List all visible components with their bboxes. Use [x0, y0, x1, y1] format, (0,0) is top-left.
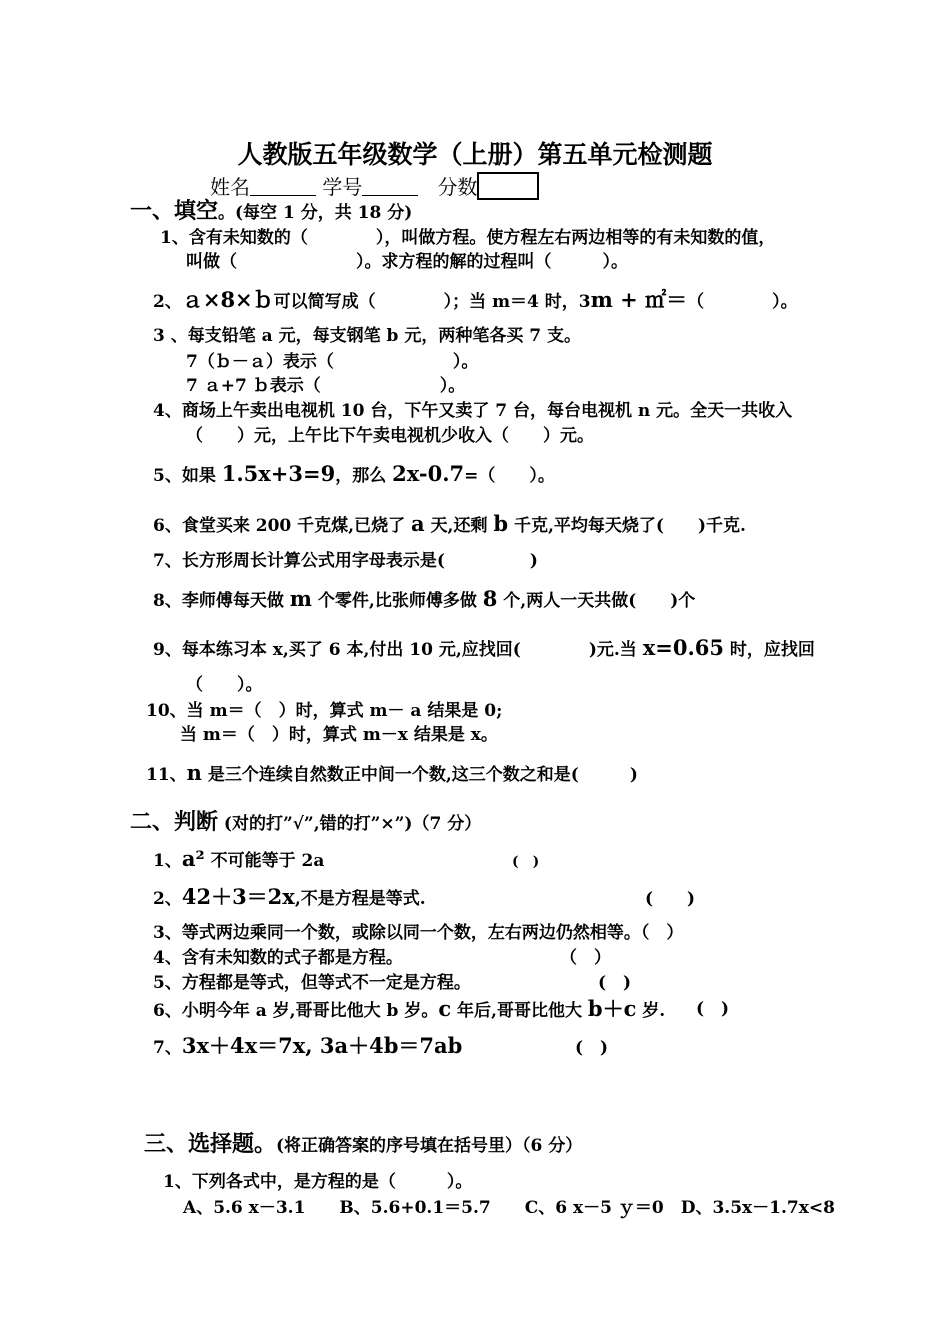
question: 1、下列各式中，是方程的是（ ）。: [163, 1172, 473, 1192]
section-2-note: (对的打”√”,错的打”×”)（7 分）: [218, 814, 482, 834]
question: 7 ａ+7 ｂ表示（ ）。: [186, 376, 466, 396]
answer-bracket[interactable]: ( ): [598, 973, 632, 993]
question: （ ）元，上午比下午卖电视机少收入（ ）元。: [186, 426, 594, 446]
answer-bracket[interactable]: ( ): [575, 1038, 609, 1058]
question: 1、a² 不可能等于 2a: [153, 846, 325, 871]
answer-bracket[interactable]: ( ): [696, 999, 730, 1019]
question: 5、如果 1.5x+3=9，那么 2x-0.7=（ ）。: [153, 461, 555, 486]
question: 当 m＝（ ）时，算式 m－x 结果是 x。: [180, 725, 498, 745]
student-info-row: [210, 172, 539, 200]
section-3-heading: [144, 1133, 582, 1157]
question: 7（ｂ－ａ）表示（ ）。: [186, 352, 479, 372]
question: 2、42＋3＝2x,不是方程是等式.: [153, 884, 426, 909]
answer-options: A、5.6 x－3.1 B、5.6+0.1＝5.7 C、6 x－5 ｙ＝0 D、3.5x－1.7x<8: [183, 1198, 835, 1218]
question: 6、小明今年 a 岁,哥哥比他大 b 岁。c 年后,哥哥比他大 b＋c 岁.: [153, 996, 666, 1021]
section-3-note: (将正确答案的序号填在括号里）（6 分）: [276, 1136, 583, 1156]
question: 叫做（ ）。求方程的解的过程叫（ ）。: [186, 252, 628, 272]
question: 5、方程都是等式，但等式不一定是方程。: [153, 973, 471, 993]
score-label: 分数: [437, 175, 478, 199]
section-2-title: 二、判断: [130, 809, 219, 835]
question: 3 、每支铅笔 a 元，每支钢笔 b 元，两种笔各买 7 支。: [153, 326, 581, 346]
answer-bracket[interactable]: ( ): [645, 889, 696, 909]
section-1-title: 一、填空: [130, 198, 219, 224]
question: 11、n 是三个连续自然数正中间一个数,这三个数之和是( ): [146, 760, 638, 785]
section-2-heading: [130, 811, 481, 835]
question: 7、长方形周长计算公式用字母表示是( ): [153, 551, 538, 571]
question: 7、3x＋4x＝7x, 3a＋4b＝7ab: [153, 1033, 463, 1058]
name-label: 姓名: [210, 175, 250, 199]
answer-bracket[interactable]: （ ）: [560, 948, 611, 968]
question: 8、李师傅每天做 m 个零件,比张师傅多做 8 个,两人一天共做( )个: [153, 586, 696, 611]
section-1-note: 。(每空 1 分，共 18 分): [218, 203, 413, 223]
question: 3、等式两边乘同一个数，或除以同一个数，左右两边仍然相等。（ ）: [153, 923, 684, 943]
score-box[interactable]: [477, 172, 539, 200]
question: （ ）。: [186, 675, 263, 695]
question: 4、商场上午卖出电视机 10 台，下午又卖了 7 台，每台电视机 n 元。全天一共收入: [153, 401, 793, 421]
question: 4、含有未知数的式子都是方程。: [153, 948, 403, 968]
question: 10、当 m＝（ ）时，算式 m－ a 结果是 0;: [146, 701, 503, 721]
section-3-title: 三、选择题。: [144, 1131, 277, 1157]
section-1-heading: [130, 200, 412, 224]
question: 9、每本练习本 x,买了 6 本,付出 10 元,应找回( )元.当 x=0.65 时，应找回: [153, 635, 815, 660]
name-field[interactable]: [250, 177, 316, 196]
number-field[interactable]: [362, 177, 418, 196]
question: 1、含有未知数的（ ），叫做方程。使方程左右两边相等的有未知数的值，: [160, 228, 776, 248]
answer-bracket[interactable]: ( ): [512, 854, 540, 870]
page-title: 人教版五年级数学（上册）第五单元检测题: [237, 140, 713, 169]
question: 6、食堂买来 200 千克煤,已烧了 a 天,还剩 b 千克,平均每天烧了( )千克.: [153, 511, 746, 536]
question: 2、ａ×8×ｂ可以简写成（ ）；当 m＝4 时，3m + ㎡＝（ ）。: [153, 287, 798, 312]
number-label: 学号: [322, 175, 363, 199]
